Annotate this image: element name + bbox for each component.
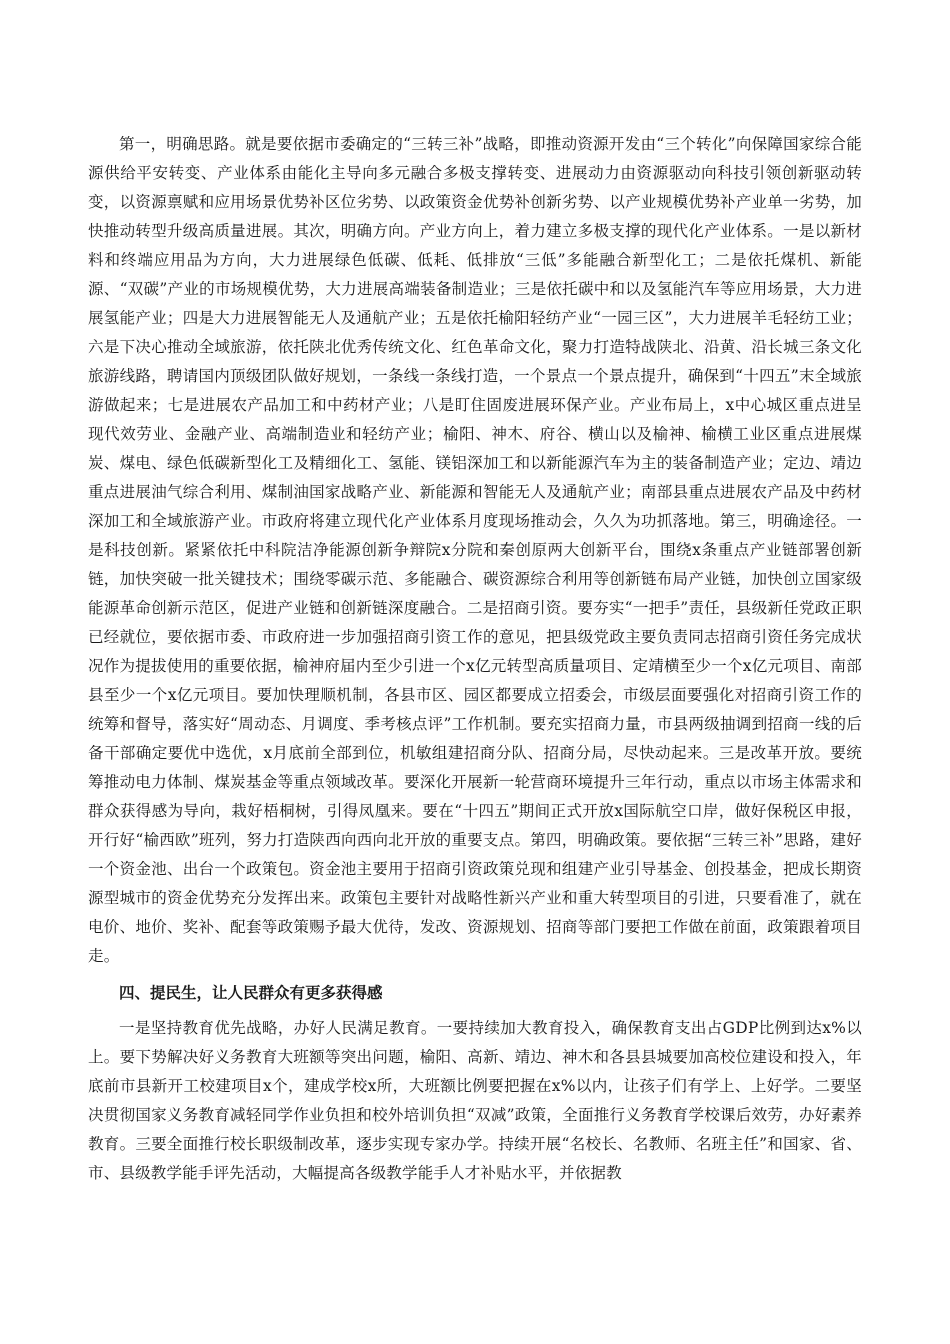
body-paragraph: 第一，明确思路。就是要依据市委确定的“三转三补”战略，即推动资源开发由“三个转化”向保障国家综合能源供给平安转变、产业体系由能化主导向多元融合多极支撑转变、进展动力由资源驱动向科技引领创新驱动转变，以资源禀赋和应用场景优势补区位劣势、以政策资金优势补创新劣势、以产业规模优势补产业单一劣势，加快推动转型升级高质量进展。其次，明确方向。产业方向上，着力建立多极支撑的现代化产业体系。一是以新材料和终端应用品为方向，大力进展绿色低碳、低耗、低排放“三低”多能融合新型化工；二是依托煤机、新能源、“双碳”产业的市场规模优势，大力进展高端装备制造业；三是依托碳中和以及氢能汽车等应用场景，大力进展氢能产业；四是大力进展智能无人及通航产业；五是依托榆阳轻纺产业“一园三区”，大力进展羊毛轻纺工业；六是下决心推动全域旅游，依托陕北优秀传统文化、红色革命文化，聚力打造特战陕北、沿黄、沿长城三条文化旅游线路，聘请国内顶级团队做好规划，一条线一条线打造，一个景点一个景点提升，确保到“十四五”末全域旅游做起来；七是进展农产品加工和中药材产业；八是盯住固废进展环保产业。产业布局上，x中心城区重点进呈现代效劳业、金融产业、高端制造业和轻纺产业；榆阳、神木、府谷、横山以及榆神、榆横工业区重点进展煤炭、煤电、绿色低碳新型化工及精细化工、氢能、镁铝深加工和以新能源汽车为主的装备制造产业；定边、靖边重点进展油气综合利用、煤制油国家战略产业、新能源和智能无人及通航产业；南部县重点进展农产品及中药材深加工和全域旅游产业。市政府将建立现代化产业体系月度现场推动会，久久为功抓落地。第三，明确途径。一是科技创新。紧紧依托中科院洁净能源创新争辩院x分院和秦创原两大创新平台，围绕x条重点产业链部署创新链，加快突破一批关键技术；围绕零碳示范、多能融合、碳资源综合利用等创新链布局产业链，加快创立国家级能源革命创新示范区，促进产业链和创新链深度融合。二是招商引资。要夯实“一把手”责任，县级新任党政正职已经就位，要依据市委、市政府进一步加强招商引资工作的意见，把县级党政主要负责同志招商引资任务完成状况作为提拔使用的重要依据，榆神府届内至少引进一个x亿元转型高质量项目、定靖横至少一个x亿元项目、南部县至少一个x亿元项目。要加快理顺机制，各县市区、园区都要成立招委会，市级层面要强化对招商引资工作的统筹和督导，落实好“周动态、月调度、季考核点评”工作机制。要充实招商力量，市县两级抽调到招商一线的后备干部确定要优中选优，x月底前全部到位，机敏组建招商分队、招商分局，尽快动起来。三是改革开放。要统筹推动电力体制、煤炭基金等重点领域改革。要深化开展新一轮营商环境提升三年行动，重点以市场主体需求和群众获得感为导向，栽好梧桐树，引得凤凰来。要在“十四五”期间正式开放x国际航空口岸，做好保税区申报，开行好“榆西欧”班列，努力打造陕西向西向北开放的重要支点。第四，明确政策。要依据“三转三补”思路，建好一个资金池、出台一个政策包。资金池主要用于招商引资政策兑现和组建产业引导基金、创投基金，把成长期资源型城市的资金优势充分发挥出来。政策包主要针对战略性新兴产业和重大转型项目的引进，只要看准了，就在电价、地价、奖补、配套等政策赐予最大优待，发改、资源规划、招商等部门要把工作做在前面，政策跟着项目走。 — [88, 135, 862, 965]
body-paragraph: 一是坚持教育优先战略，办好人民满足教育。一要持续加大教育投入，确保教育支出占GDP比例到达x%以上。要下势解决好义务教育大班额等突出问题，榆阳、高新、靖边、神木和各县县城要加高校位建设和投入，年底前市县新开工校建项目x个，建成学校x所，大班额比例要把握在x%以内，让孩子们有学上、上好学。二要坚决贯彻国家义务教育减轻同学作业负担和校外培训负担“双减”政策，全面推行义务教育学校课后效劳，办好素养教育。三要全面推行校长职级制改革，逐步实现专家办学。持续开展“名校长、名教师、名班主任”和国家、省、市、县级教学能手评先活动，大幅提高各级教学能手人才补贴水平，并依据教 — [88, 1019, 862, 1182]
section-heading: 四、提民生，让人民群众有更多获得感 — [119, 984, 383, 1002]
